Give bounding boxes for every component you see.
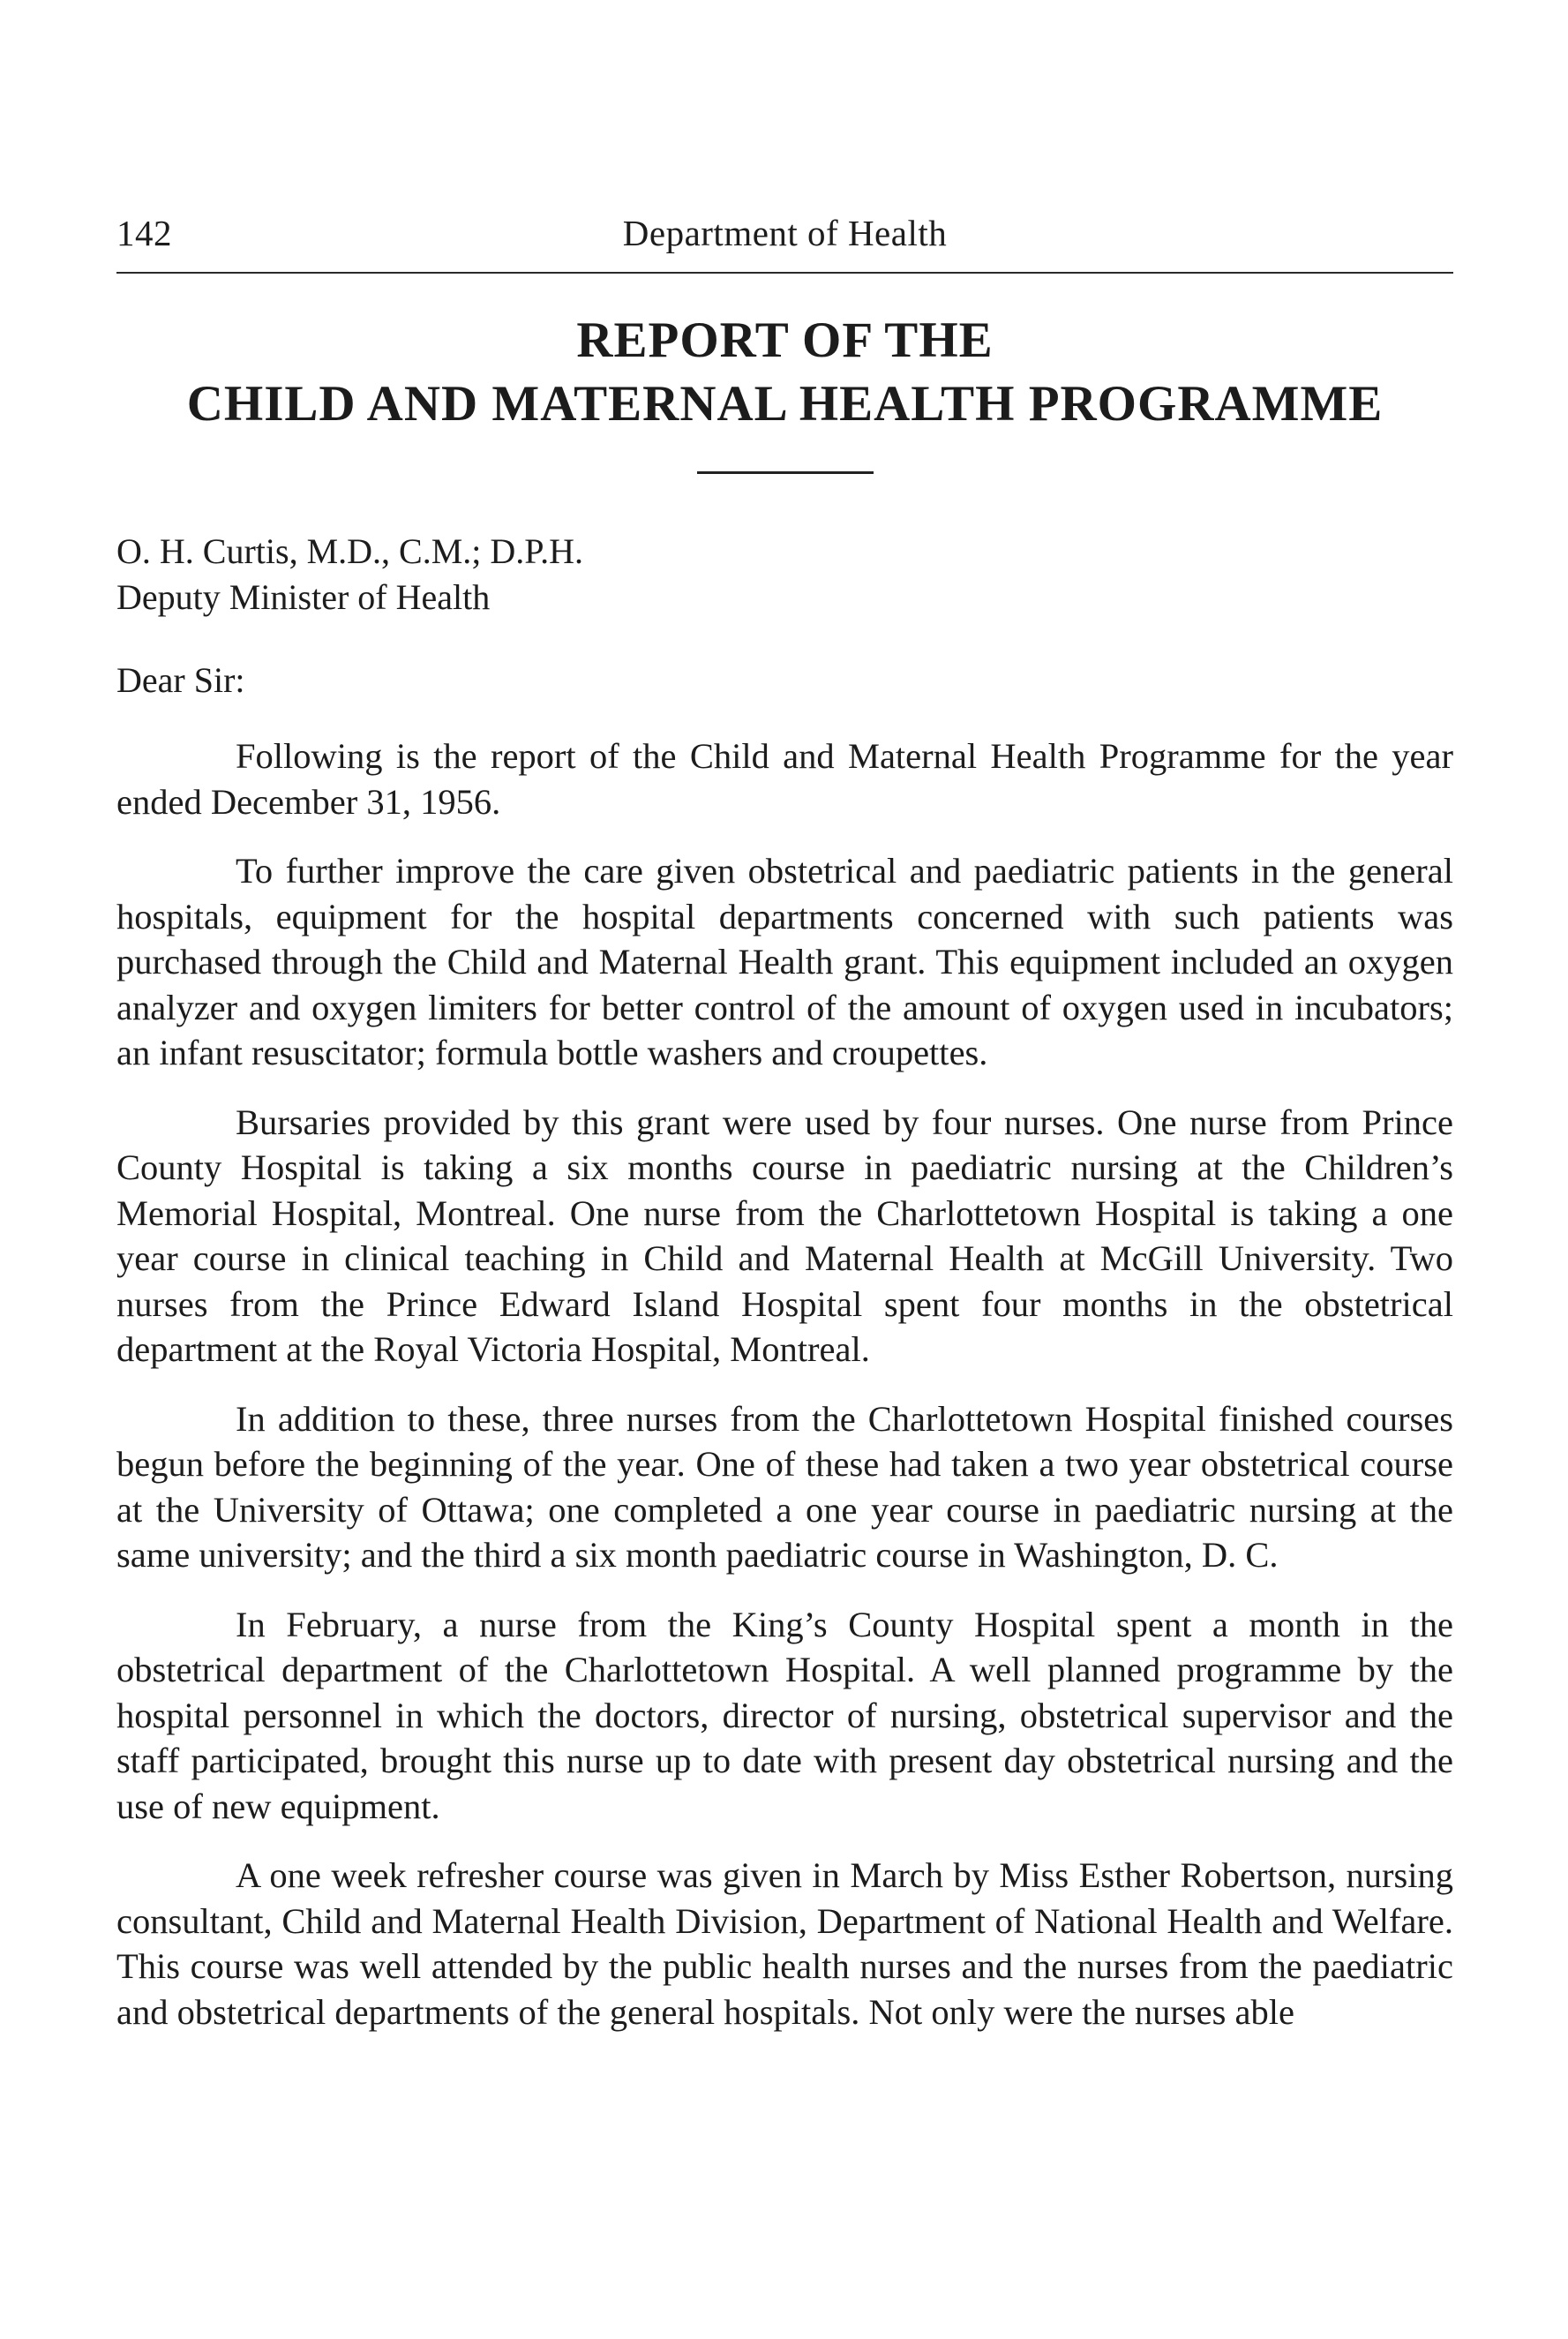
paragraph: To further improve the care given obstetrical and paediatric patients in the general hospitals, equipment for the hospital departments concerned with such patients was purchased through the Child and Maternal Health grant. This equipment included an oxygen analyzer and oxygen limiters for better control of the amount of oxygen used in incubators; an infant resuscitator; formula bottle washers and croupettes. <box>116 851 1453 1072</box>
addressee-name: O. H. Curtis, M.D., C.M.; D.P.H. <box>116 531 583 571</box>
paragraph: Following is the report of the Child and Maternal Health Programme for the year ended December 31, 1956. <box>116 736 1453 822</box>
running-title: Department of Health <box>622 213 948 253</box>
title-divider <box>697 471 874 474</box>
running-header <box>116 212 1453 265</box>
paragraph: A one week refresher course was given in March by Miss Esther Robertson, nursing consultant, Child and Maternal Health Division, Department of National Health and Welfare. This course was well attended by the public health nurses and the nurses from the paediatric and obstetrical departments of the general hospitals. Not only were the nurses able <box>116 1855 1453 2032</box>
report-title <box>116 309 1453 436</box>
header-rule <box>116 272 1453 274</box>
salutation: Dear Sir: <box>116 660 245 700</box>
addressee-position: Deputy Minister of Health <box>116 577 491 617</box>
letter-body <box>116 733 1453 2034</box>
document-page <box>116 212 1453 2058</box>
paragraph: In February, a nurse from the King’s County Hospital spent a month in the obstetrical department of the Charlottetown Hospital. A well planned programme by the hospital personnel in which the doctors, director of nursing, obstetrical supervisor and the staff participated, brought this nurse up to date with present day obstetrical nursing and the use of new equipment. <box>116 1604 1453 1826</box>
addressee-block <box>116 529 1453 620</box>
page-number: 142 <box>116 213 172 253</box>
report-title-line-1: REPORT OF THE <box>576 312 994 368</box>
report-title-line-2: CHILD AND MATERNAL HEALTH PROGRAMME <box>186 376 1384 432</box>
paragraph: Bursaries provided by this grant were used by four nurses. One nurse from Prince County Hospital is taking a six months course in paediatric nursing at the Children’s Memorial Hospital, Montreal. One nurse from the Charlottetown Hospital is taking a one year course in clinical teaching in Child and Maternal Health at McGill University. Two nurses from the Prince Edward Island Hospital spent four months in the obstetrical department at the Royal Victoria Hospital, Montreal. <box>116 1102 1453 1369</box>
paragraph: In addition to these, three nurses from the Charlottetown Hospital finished courses begun before the beginning of the year. One of these had taken a two year obstetrical course at the University of Ottawa; one completed a one year course in paediatric nursing at the same university; and the third a six month paediatric course in Washington, D. C. <box>116 1398 1453 1575</box>
